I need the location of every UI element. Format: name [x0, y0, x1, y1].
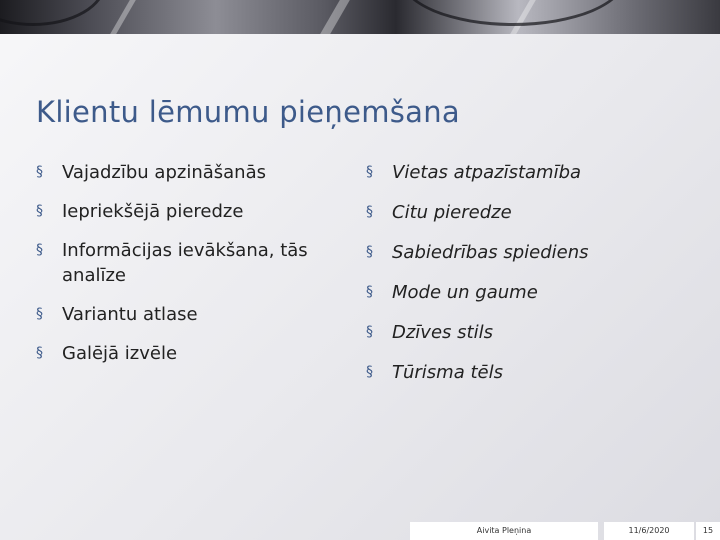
bullet-icon: §: [36, 164, 43, 180]
bullet-icon: §: [366, 284, 373, 300]
list-item-text: Iepriekšējā pieredze: [62, 201, 244, 222]
banner-highlight: [110, 0, 136, 34]
list-item: [366, 280, 696, 305]
header-image-banner: [0, 0, 720, 34]
slide-number: 15: [696, 522, 720, 540]
right-bullet-list: [366, 160, 696, 400]
bullet-icon: §: [366, 204, 373, 220]
bullet-icon: §: [36, 306, 43, 322]
bullet-icon: §: [366, 244, 373, 260]
footer-author: Aivita Pleņina: [410, 522, 598, 540]
list-item-text: Vajadzību apzināšanās: [62, 162, 266, 183]
list-item: [366, 360, 696, 385]
list-item: [36, 302, 341, 327]
list-item: [366, 200, 696, 225]
list-item-text: Variantu atlase: [62, 304, 198, 325]
list-item: [366, 240, 696, 265]
bullet-icon: §: [36, 203, 43, 219]
bullet-icon: §: [366, 364, 373, 380]
list-item-text: Dzīves stils: [392, 322, 493, 343]
bullet-icon: §: [36, 242, 43, 258]
list-item-text: Sabiedrības spiediens: [392, 242, 589, 263]
bullet-icon: §: [36, 345, 43, 361]
list-item: [36, 238, 341, 288]
list-item-text: Tūrisma tēls: [392, 362, 503, 383]
banner-highlight: [320, 0, 350, 34]
list-item-text: Mode un gaume: [392, 282, 538, 303]
bullet-icon: §: [366, 164, 373, 180]
list-item: [366, 320, 696, 345]
list-item-text: Informācijas ievākšana, tās analīze: [62, 240, 308, 286]
list-item-text: Galējā izvēle: [62, 343, 178, 364]
list-item-text: Citu pieredze: [392, 202, 512, 223]
list-item-text: Vietas atpazīstamība: [392, 162, 582, 183]
banner-tire-arc: [0, 0, 106, 26]
list-item: [36, 160, 341, 185]
bullet-icon: §: [366, 324, 373, 340]
banner-tire-arc: [400, 0, 626, 26]
list-item: [366, 160, 696, 185]
list-item: [36, 199, 341, 224]
footer-date: 11/6/2020: [604, 522, 694, 540]
left-bullet-list: [36, 160, 341, 380]
slide-title: Klientu lēmumu pieņemšana: [36, 95, 461, 129]
list-item: [36, 341, 341, 366]
